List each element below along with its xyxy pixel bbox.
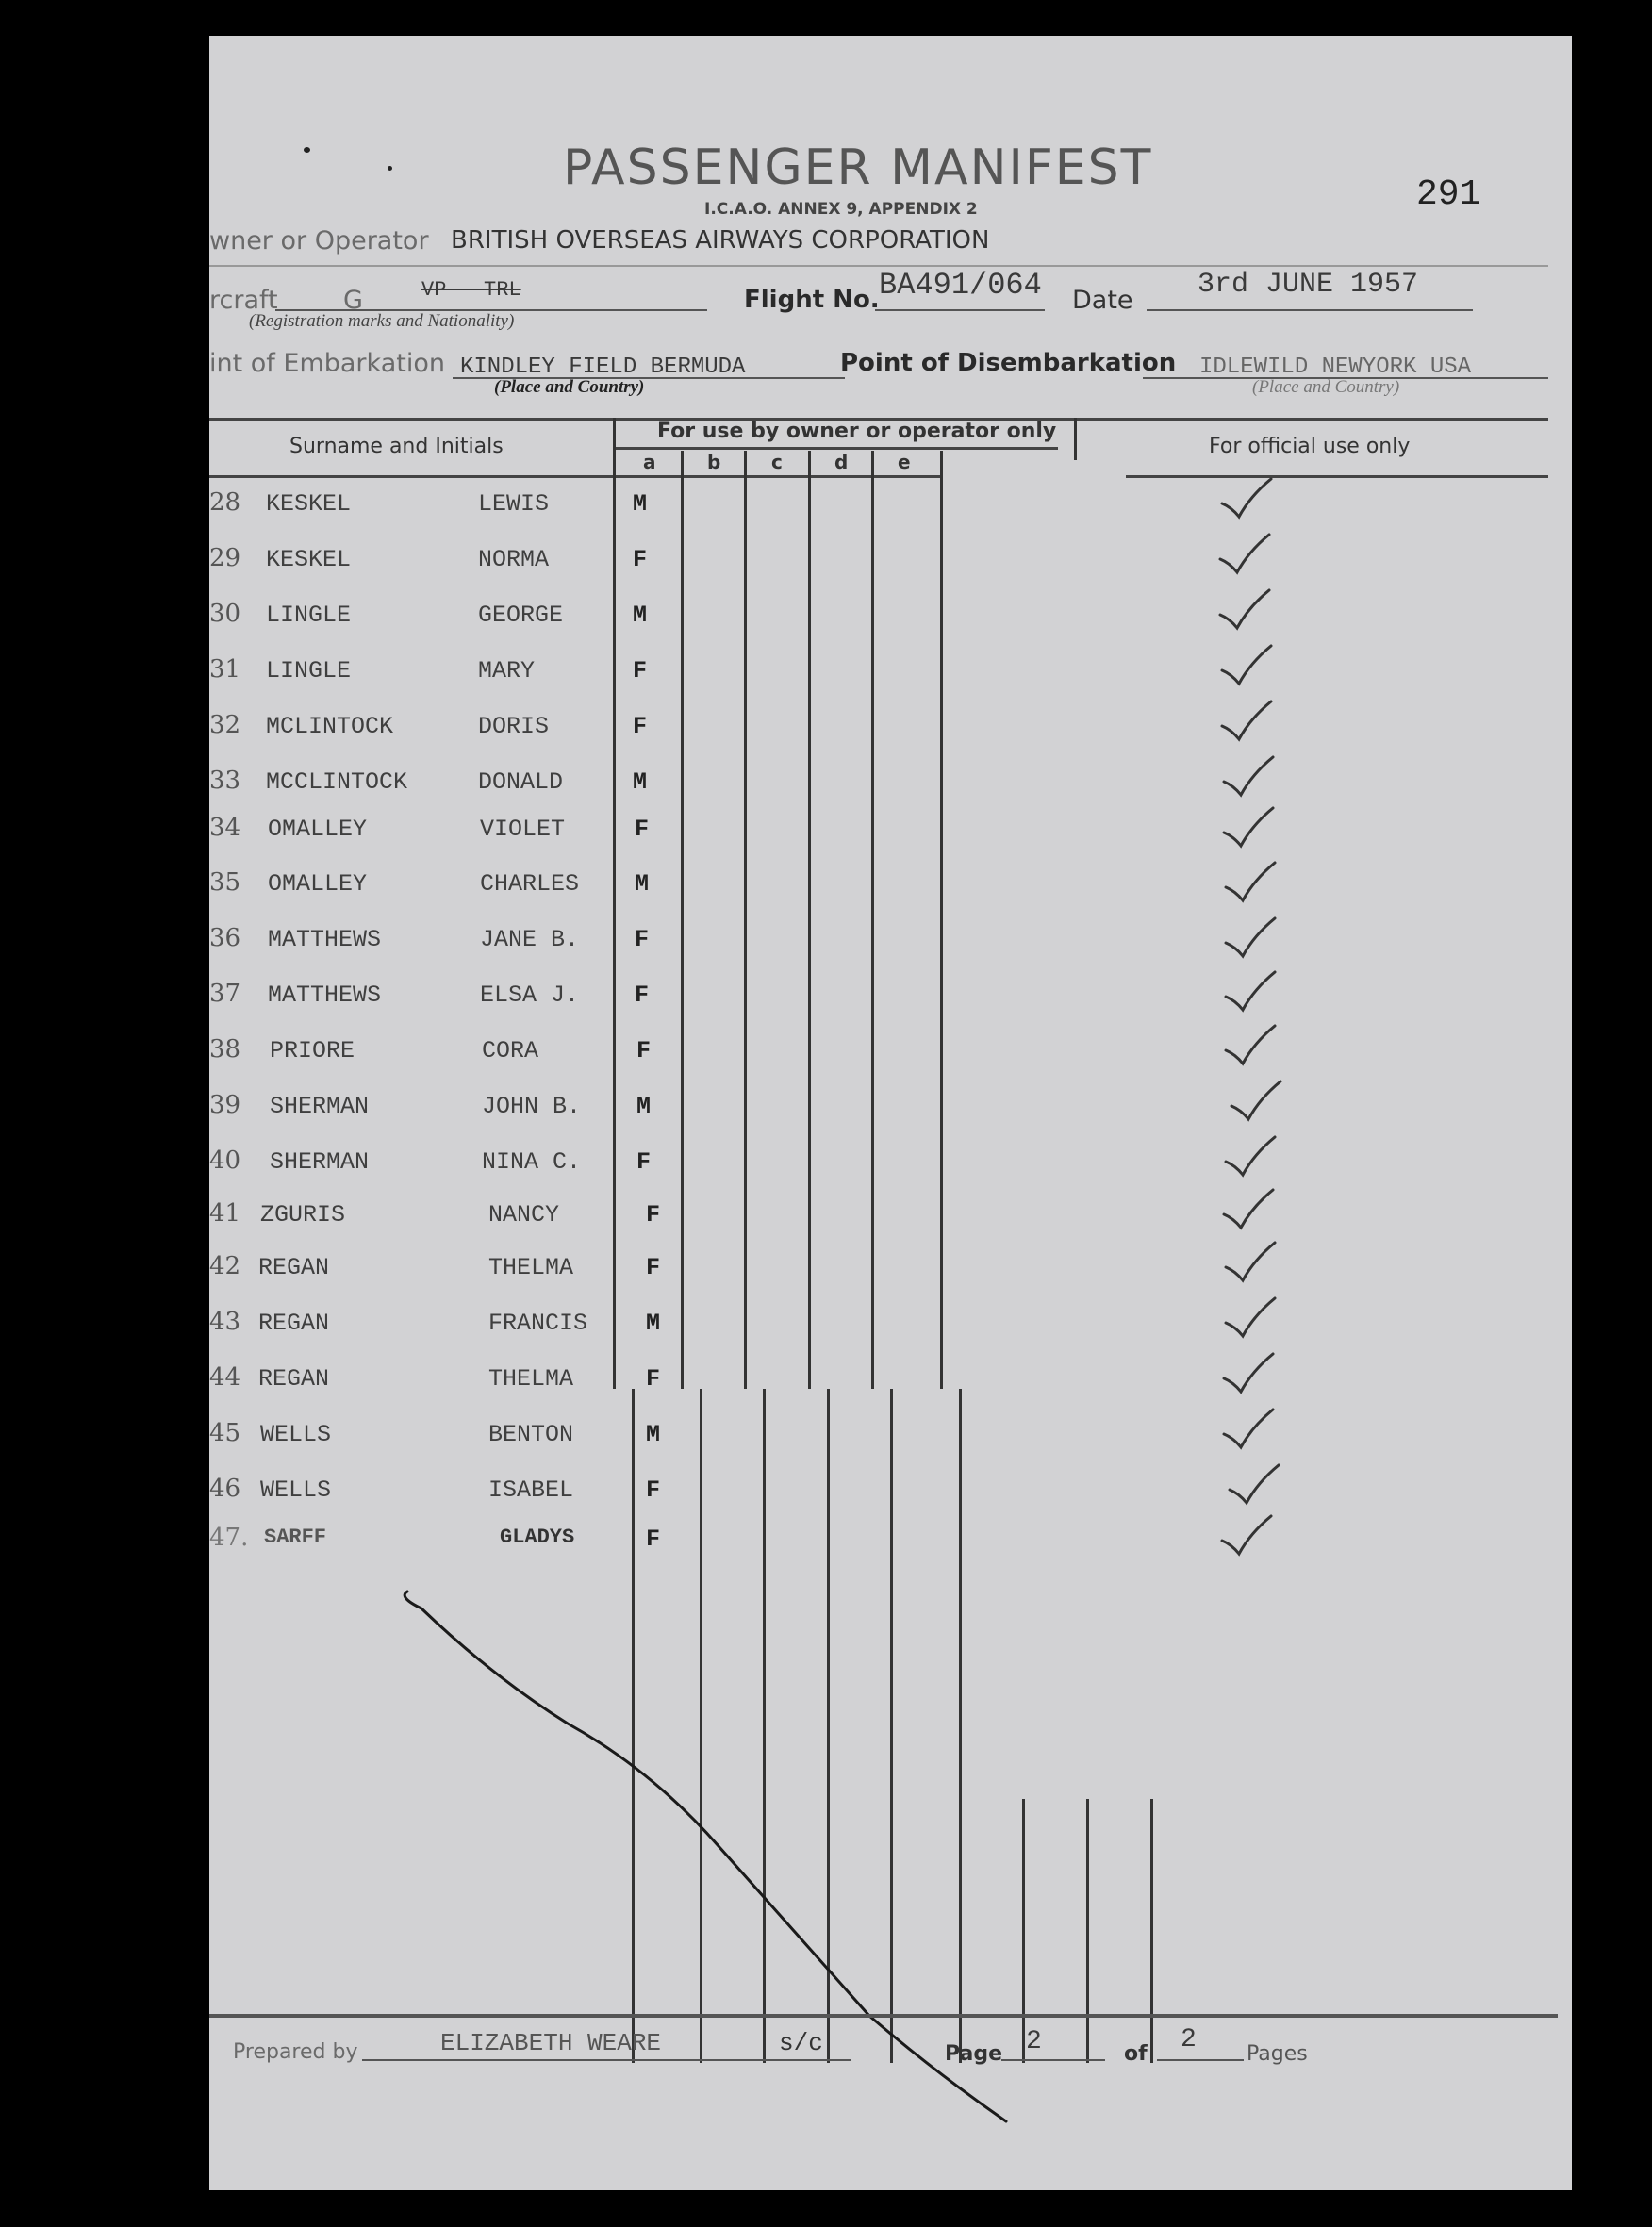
row-number: 43 [209,1308,241,1336]
prepared-suffix: s/c [779,2029,823,2057]
given-name: JOHN B. [482,1093,582,1120]
sex: F [633,657,648,685]
sex: F [646,1201,661,1229]
embark-note: (Place and Country) [494,377,645,397]
surname: REGAN [258,1254,330,1281]
row-number: 29 [209,544,241,572]
flight-value: BA491/064 [879,268,1042,303]
surname: MATTHEWS [268,926,382,953]
sex: F [646,1526,661,1553]
date-label: Date [1072,286,1133,315]
of-label: of [1124,2042,1148,2066]
given-name: ISABEL [488,1476,574,1504]
op-col-c: c [771,451,783,473]
disembark-value: IDLEWILD NEWYORK USA [1199,355,1472,380]
surname: WELLS [260,1421,332,1448]
given-name: CORA [482,1037,539,1064]
given-name: MARY [478,657,536,685]
owner-label: wner or Operator [209,226,429,256]
footer-rule [209,2014,1558,2018]
sex: M [633,768,648,796]
row-number: 35 [209,868,241,897]
sex: M [635,870,650,898]
prepared-value: ELIZABETH WEARE [440,2029,662,2057]
sex: F [633,546,648,573]
page-label: Page [945,2042,1003,2066]
surname: LINGLE [266,657,352,685]
given-name: GLADYS [500,1526,575,1549]
op-col-d: d [834,451,849,473]
official-header: For official use only [1209,435,1411,458]
prepared-label: Prepared by [233,2040,358,2064]
surname: PRIORE [270,1037,355,1064]
sex: F [635,816,650,843]
disembark-note: (Place and Country) [1252,377,1400,397]
row-number: 44 [209,1363,241,1392]
row-number: 34 [209,814,241,842]
surname: SHERMAN [270,1148,370,1176]
given-name: NANCY [488,1201,560,1229]
date-value: 3rd JUNE 1957 [1198,269,1419,301]
given-name: DONALD [478,768,564,796]
manifest-subtitle: I.C.A.O. ANNEX 9, APPENDIX 2 [704,200,978,219]
row-number: 41 [209,1199,241,1228]
row-number: 37 [209,980,241,1008]
sex: F [646,1476,661,1504]
manifest-title: PASSENGER MANIFEST [563,140,1153,196]
row-number: 46 [209,1475,241,1503]
surname: SARFF [264,1526,327,1549]
surname: MATTHEWS [268,982,382,1009]
surname: ZGURIS [260,1201,346,1229]
surname: OMALLEY [268,816,368,843]
op-col-b: b [707,451,721,473]
surname: SHERMAN [270,1093,370,1120]
given-name: THELMA [488,1365,574,1393]
given-name: ELSA J. [480,982,580,1009]
row-number: 31 [209,655,241,684]
manifest-sheet [209,36,1572,2190]
given-name: THELMA [488,1254,574,1281]
name-header: Surname and Initials [289,435,504,458]
row-number: 28 [209,488,241,517]
sex: F [635,926,650,953]
given-name: JANE B. [480,926,580,953]
embark-label: int of Embarkation [209,349,445,378]
surname: KESKEL [266,546,352,573]
prepared-underline [362,2059,851,2061]
aircraft-prefix: G [343,286,363,315]
flight-label: Flight No. [744,286,880,314]
given-name: VIOLET [480,816,566,843]
aircraft-label: rcraft [209,286,278,315]
given-name: FRANCIS [488,1310,588,1337]
given-name: BENTON [488,1421,574,1448]
given-name: DORIS [478,713,550,740]
given-name: CHARLES [480,870,580,898]
sex: M [633,602,648,629]
row-number: 40 [209,1146,241,1175]
sex: F [633,713,648,740]
owner-value: BRITISH OVERSEAS AIRWAYS CORPORATION [451,226,990,255]
of-value: 2 [1181,2025,1197,2054]
surname: OMALLEY [268,870,368,898]
row-number: 39 [209,1091,241,1119]
surname: REGAN [258,1310,330,1337]
given-name: NINA C. [482,1148,582,1176]
operator-header: For use by owner or operator only [657,420,1057,443]
row-number: 30 [209,600,241,628]
given-name: LEWIS [478,490,550,518]
sex: M [633,490,648,518]
row-number: 38 [209,1035,241,1064]
page-number: 291 [1416,174,1481,215]
row-number: 45 [209,1419,241,1447]
diagonal-strike-line [209,36,1572,2190]
sex: M [646,1421,661,1448]
sex: F [646,1254,661,1281]
pages-label: Pages [1247,2042,1308,2066]
row-number: 33 [209,767,241,795]
aircraft-value: VP - TRL [421,278,521,302]
sex: F [636,1037,652,1064]
op-col-e: e [898,451,911,473]
op-col-a: a [643,451,656,473]
row-number: 47. [209,1524,249,1552]
given-name: NORMA [478,546,550,573]
row-number: 42 [209,1252,241,1280]
surname: WELLS [260,1476,332,1504]
sex: M [636,1093,652,1120]
surname: LINGLE [266,602,352,629]
given-name: GEORGE [478,602,564,629]
row-number: 32 [209,711,241,739]
page-underline [1001,2059,1105,2061]
registration-note: (Registration marks and Nationality) [249,311,515,331]
row-number: 36 [209,924,241,952]
sex: F [646,1365,661,1393]
surname: REGAN [258,1365,330,1393]
sex: M [646,1310,661,1337]
sex: F [635,982,650,1009]
embark-value: KINDLEY FIELD BERMUDA [460,355,746,380]
sex: F [636,1148,652,1176]
surname: KESKEL [266,490,352,518]
of-underline [1157,2059,1244,2061]
page-value: 2 [1026,2027,1042,2056]
surname: MCCLINTOCK [266,768,408,796]
disembark-label: Point of Disembarkation [840,349,1177,377]
surname: MCLINTOCK [266,713,394,740]
